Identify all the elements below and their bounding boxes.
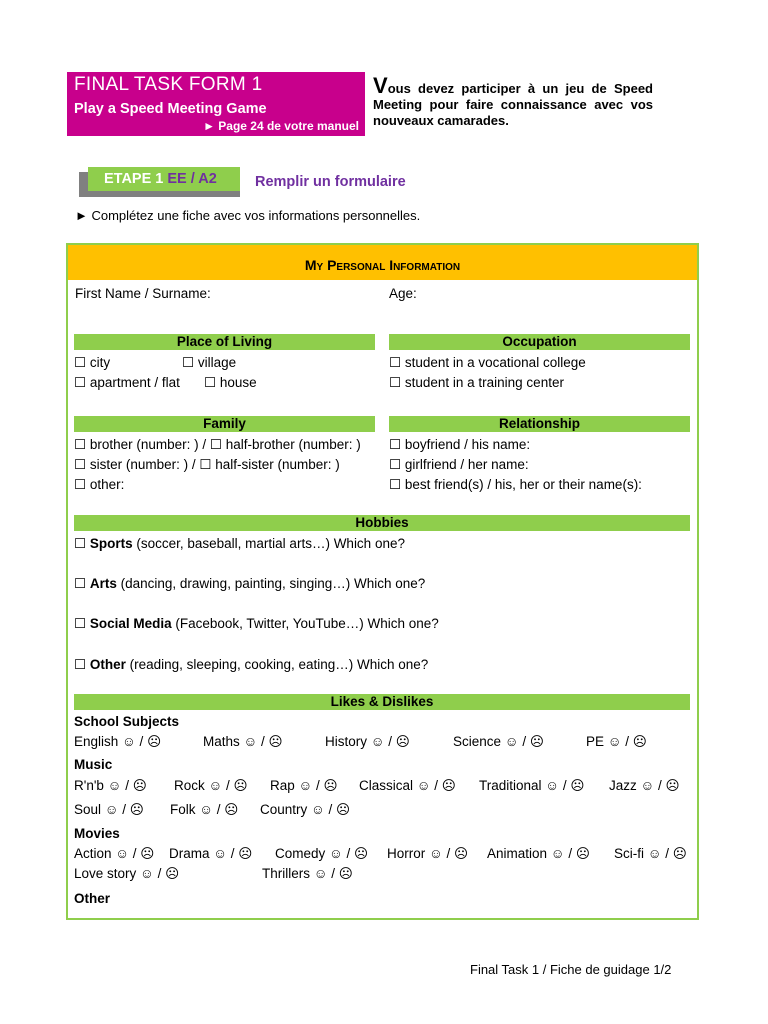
title-banner [67, 72, 365, 136]
like-item[interactable]: Sci-fi ☺ / ☹ [614, 846, 687, 861]
checkbox-training-center[interactable]: ☐ student in a training center [389, 375, 564, 390]
intro-body: ous devez participer à un jeu de Speed Meeting pour faire connaissance avec vos nouveaux camarades. [373, 81, 653, 128]
hobby-arts-label: Arts [89, 576, 117, 591]
occupation-heading: Occupation [389, 334, 690, 350]
relationship-girlfriend[interactable]: ☐ girlfriend / her name: [389, 457, 529, 472]
place-of-living-heading: Place of Living [74, 334, 375, 350]
hobby-other[interactable] [74, 657, 428, 673]
form-title: FINAL TASK FORM 1 [74, 74, 263, 95]
hobby-arts[interactable] [74, 576, 425, 592]
checkbox-vocational-college[interactable]: ☐ student in a vocational college [389, 355, 586, 370]
like-item[interactable]: Comedy ☺ / ☹ [275, 846, 369, 861]
like-item[interactable]: Rock ☺ / ☹ [174, 778, 248, 793]
instruction-text: ► Complétez une fiche avec vos informations personnelles. [75, 208, 421, 223]
hobby-arts-detail: (dancing, drawing, painting, singing…) Which one? [116, 576, 426, 591]
hobby-sports-detail: (soccer, baseball, martial arts…) Which one? [132, 536, 405, 551]
like-item[interactable]: Folk ☺ / ☹ [170, 802, 239, 817]
checkbox-city[interactable]: ☐ city [74, 355, 111, 370]
likes-dislikes-heading: Likes & Dislikes [74, 694, 690, 710]
hobby-sports-label: Sports [89, 536, 133, 551]
hobby-social-detail: (Facebook, Twitter, YouTube…) Which one? [171, 616, 439, 631]
personal-info-form [66, 243, 699, 920]
like-item[interactable]: R'n'b ☺ / ☹ [74, 778, 147, 793]
like-item[interactable]: Country ☺ / ☹ [260, 802, 351, 817]
age-field[interactable]: Age: [389, 286, 417, 301]
music-title: Music [74, 757, 113, 772]
family-heading: Family [74, 416, 375, 432]
like-item[interactable]: PE ☺ / ☹ [586, 734, 647, 749]
like-item[interactable]: Classical ☺ / ☹ [359, 778, 456, 793]
hobby-social-media[interactable] [74, 616, 439, 632]
like-item[interactable]: Animation ☺ / ☹ [487, 846, 590, 861]
relationship-heading: Relationship [389, 416, 690, 432]
school-subjects-title: School Subjects [74, 714, 180, 729]
like-item[interactable]: Soul ☺ / ☹ [74, 802, 144, 817]
checkbox-other-hobby[interactable]: ☐ [74, 657, 90, 672]
like-item[interactable]: Horror ☺ / ☹ [387, 846, 469, 861]
like-item[interactable]: Jazz ☺ / ☹ [609, 778, 680, 793]
like-item[interactable]: Action ☺ / ☹ [74, 846, 155, 861]
form-subtitle: Play a Speed Meeting Game [74, 101, 267, 117]
checkbox-apartment[interactable]: ☐ apartment / flat [74, 375, 180, 390]
page-footer: Final Task 1 / Fiche de guidage 1/2 [470, 962, 672, 977]
hobby-sports[interactable] [74, 536, 405, 552]
like-item[interactable]: Maths ☺ / ☹ [203, 734, 283, 749]
etape-level: EE / A2 [167, 171, 217, 187]
checkbox-house[interactable]: ☐ house [204, 375, 257, 390]
like-item[interactable]: Science ☺ / ☹ [453, 734, 544, 749]
family-other[interactable]: ☐ other: [74, 477, 125, 492]
other-title: Other [74, 891, 111, 906]
movies-title: Movies [74, 826, 120, 841]
checkbox-village[interactable]: ☐ village [182, 355, 237, 370]
etape-label: ETAPE 1 [104, 171, 168, 187]
hobby-social-label: Social Media [89, 616, 172, 631]
hobby-other-label: Other [89, 657, 126, 672]
checkbox-sports[interactable]: ☐ [74, 536, 90, 551]
like-item[interactable]: Drama ☺ / ☹ [169, 846, 253, 861]
form-header [68, 245, 697, 280]
intro-text [373, 73, 653, 129]
like-item[interactable]: English ☺ / ☹ [74, 734, 162, 749]
first-name-field[interactable]: First Name / Surname: [75, 286, 211, 301]
family-sisters[interactable]: ☐ sister (number: ) / ☐ half-sister (number: ) [74, 457, 340, 472]
checkbox-social-media[interactable]: ☐ [74, 616, 90, 631]
hobby-other-detail: (reading, sleeping, cooking, eating…) Which one? [125, 657, 429, 672]
intro-drop-cap: V [373, 73, 388, 98]
like-item[interactable]: Traditional ☺ / ☹ [479, 778, 585, 793]
etape-title: Remplir un formulaire [255, 174, 406, 190]
hobbies-heading: Hobbies [74, 515, 690, 531]
like-item[interactable]: Rap ☺ / ☹ [270, 778, 338, 793]
page-reference: ► Page 24 de votre manuel [203, 119, 359, 133]
form-header-label: My Personal Information [304, 257, 461, 273]
like-item[interactable]: Thrillers ☺ / ☹ [262, 866, 353, 881]
like-item[interactable]: Love story ☺ / ☹ [74, 866, 180, 881]
family-brothers[interactable]: ☐ brother (number: ) / ☐ half-brother (number: ) [74, 437, 361, 452]
etape-badge [88, 167, 240, 191]
relationship-best-friends[interactable]: ☐ best friend(s) / his, her or their name(s): [389, 477, 642, 492]
like-item[interactable]: History ☺ / ☹ [325, 734, 410, 749]
relationship-boyfriend[interactable]: ☐ boyfriend / his name: [389, 437, 531, 452]
checkbox-arts[interactable]: ☐ [74, 576, 90, 591]
